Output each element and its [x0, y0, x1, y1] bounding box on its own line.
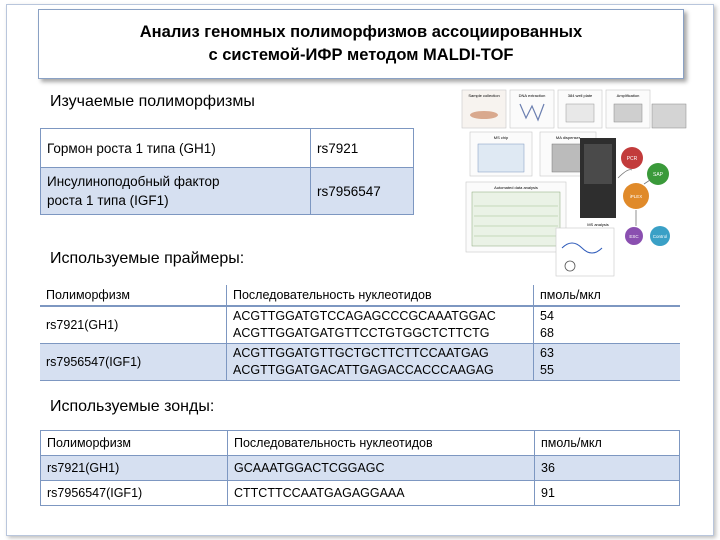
- primer-sequence: ACGTTGGATGTCCAGAGCCCGCAAATGGAC: [233, 309, 496, 323]
- polymorphism-snp: rs7921: [311, 129, 414, 168]
- polymorphism-name-line: роста 1 типа (IGF1): [47, 193, 169, 208]
- title-box: [38, 9, 684, 79]
- esc-circle: [625, 227, 643, 245]
- dna-extraction-panel: [510, 90, 554, 128]
- table-row: [41, 129, 414, 168]
- primers-heading: Используемые праймеры:: [50, 250, 245, 267]
- table-row: [41, 481, 680, 506]
- illustration-label: Control: [652, 234, 668, 239]
- probe-amount: 91: [535, 481, 680, 506]
- polymorphism-snp: rs7956547: [311, 168, 414, 215]
- device-photo: [652, 104, 686, 128]
- amplification-panel: [606, 90, 650, 128]
- table-row: [41, 168, 414, 215]
- primer-amounts: [534, 344, 681, 381]
- primer-sequence: ACGTTGGATGATGTTCCTGTGGCTCTTCTG: [233, 326, 490, 340]
- table-header-row: [41, 431, 680, 456]
- title-line-2: с системой-ИФР методом MALDI-TOF: [208, 46, 514, 64]
- table-row: [41, 456, 680, 481]
- header-sequence: Последовательность нуклеотидов: [227, 285, 534, 306]
- probes-heading: Используемые зонды:: [50, 398, 215, 415]
- header-amount: пмоль/мкл: [535, 431, 680, 456]
- polymorphisms-table: [40, 128, 414, 215]
- maldi-tof-workflow-illustration: [460, 88, 690, 283]
- primer-amount: 55: [540, 363, 554, 377]
- primer-amount: 68: [540, 326, 554, 340]
- probes-table: [40, 430, 680, 506]
- probe-polymorphism: rs7956547(IGF1): [41, 481, 228, 506]
- ms-chip-panel: [470, 132, 532, 176]
- illustration-label: MS analysis: [587, 222, 609, 227]
- illustration-label: Sample collection: [468, 93, 500, 98]
- illustration-label: MS chip: [493, 135, 509, 140]
- polymorphism-name: [41, 168, 311, 215]
- probe-sequence: CTTCTTCCAATGAGAGGAAA: [228, 481, 535, 506]
- primer-sequence: ACGTTGGATGTTGCTGCTTCTTCCAATGAG: [233, 346, 489, 360]
- sap-circle: [647, 163, 669, 185]
- header-polymorphism: Полиморфизм: [41, 431, 228, 456]
- table-row: [40, 306, 680, 344]
- illustration-label: SAP: [652, 172, 664, 178]
- control-circle: [650, 226, 670, 246]
- mass-spectrometer: [580, 138, 616, 227]
- plate-panel: [558, 90, 602, 128]
- title-line-1: Анализ геномных полиморфизмов ассоциированных: [139, 23, 583, 41]
- primer-amount: 54: [540, 309, 554, 323]
- illustration-label: Automated data analysis: [494, 185, 538, 190]
- illustration-label: ESC: [629, 234, 639, 239]
- primer-sequences: [227, 344, 534, 381]
- primer-sequences: [227, 306, 534, 344]
- illustration-label: DNA extraction: [518, 93, 546, 98]
- illustration-label: MA dispenser: [555, 135, 581, 140]
- primer-sequence: ACGTTGGATGACATTGAGACCACCCAAGAG: [233, 363, 494, 377]
- probe-amount: 36: [535, 456, 680, 481]
- sample-collection-panel: [462, 90, 506, 128]
- polymorphism-name-line: Инсулиноподобный фактор: [47, 174, 220, 189]
- polymorphism-name: Гормон роста 1 типа (GH1): [41, 129, 311, 168]
- illustration-label: iPLEX: [629, 194, 643, 199]
- probe-polymorphism: rs7921(GH1): [41, 456, 228, 481]
- header-sequence: Последовательность нуклеотидов: [228, 431, 535, 456]
- illustration-label: 384 well plate: [567, 93, 593, 98]
- header-amount: пмоль/мкл: [534, 285, 681, 306]
- probe-sequence: GCAAATGGACTCGGAGC: [228, 456, 535, 481]
- primers-table: [40, 285, 680, 381]
- report-panel: [556, 228, 614, 276]
- iplex-circle: [623, 183, 649, 209]
- primer-amounts: [534, 306, 681, 344]
- illustration-label: Amplification: [616, 93, 640, 98]
- table-row: [40, 344, 680, 381]
- polymorphisms-heading: Изучаемые полиморфизмы: [50, 93, 255, 110]
- primer-polymorphism: rs7956547(IGF1): [40, 344, 227, 381]
- table-header-row: [40, 285, 680, 306]
- data-analysis-panel: [466, 182, 566, 252]
- illustration-label: PCR: [626, 156, 638, 162]
- primer-polymorphism: rs7921(GH1): [40, 306, 227, 344]
- pcr-circle: [621, 147, 643, 169]
- header-polymorphism: Полиморфизм: [40, 285, 227, 306]
- primer-amount: 63: [540, 346, 554, 360]
